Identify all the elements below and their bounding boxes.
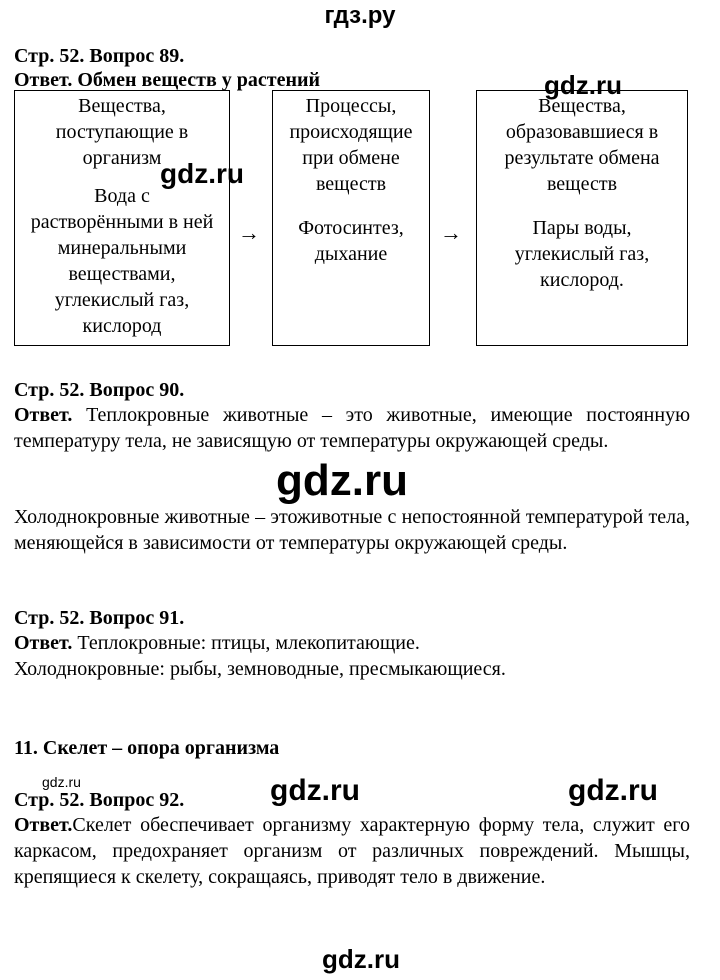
q92-title: Стр. 52. Вопрос 92. xyxy=(14,789,185,811)
box1-body xyxy=(15,183,229,339)
box2-head-line: веществ xyxy=(315,173,387,195)
box1-head-line: поступающие в xyxy=(55,121,189,143)
watermark-logo: gdz.ru xyxy=(160,158,244,189)
box2-body-line: дыхание xyxy=(314,243,388,265)
q90-paragraph-2 xyxy=(14,504,690,556)
box3-head xyxy=(477,93,687,197)
answer-label: Ответ. xyxy=(14,814,73,836)
watermark-logo: gdz.ru xyxy=(322,944,400,974)
watermark-logo: gdz.ru xyxy=(568,774,658,807)
watermark-logo: gdz.ru xyxy=(276,456,408,505)
box3-body-line: кислород. xyxy=(540,269,624,291)
box-output-substances xyxy=(476,90,688,346)
box3-body-line: Пары воды, xyxy=(532,217,632,239)
arrow-right-icon: → xyxy=(440,220,462,245)
box3-head-line: веществ xyxy=(546,173,618,195)
q91-line-1 xyxy=(14,630,690,656)
q90-title: Стр. 52. Вопрос 90. xyxy=(14,379,185,401)
box2-head-line: происходящие xyxy=(289,121,413,143)
box2-head-line: Процессы, xyxy=(305,95,397,117)
box1-body-line: кислород xyxy=(82,315,162,337)
box1-body-line: углекислый газ, xyxy=(54,289,190,311)
q91-text-1: Теплокровные: птицы, млекопитающие. xyxy=(77,632,420,654)
watermark-logo: gdz.ru xyxy=(544,70,622,100)
box1-body-line: Вода с xyxy=(94,185,150,207)
box3-body-line: углекислый газ, xyxy=(514,243,650,265)
box2-body xyxy=(273,215,429,267)
box3-head-line: Вещества, xyxy=(538,95,626,117)
box1-body-line: минеральными xyxy=(57,237,187,259)
box1-head-line: Вещества, xyxy=(78,95,166,117)
q90-paragraph-1 xyxy=(14,402,690,454)
q89-title: Стр. 52. Вопрос 89. xyxy=(14,45,185,67)
box1-head-line: организм xyxy=(82,147,162,169)
answer-label: Ответ. xyxy=(14,632,73,654)
q92-text: Скелет обеспечивает организму характерную форму тела, служит его каркасом, предохраняет организм от различных повреждений. Мышцы, крепящиеся к скелету, сокращаясь, приводят тело в движение. xyxy=(14,814,690,888)
q90-text-1: Теплокровные животные – это животные, имеющие постоянную температуру тела, не зависящую от температуры окружающей среды. xyxy=(14,404,691,452)
q91-line-2: Холоднокровные: рыбы, земноводные, пресмыкающиеся. xyxy=(14,658,506,680)
box-input-substances xyxy=(14,90,230,346)
q90-text-2: Холоднокровные животные – этоживотные с непостоянной температурой тела, меняющейся в зависимости от температуры окружающей среды. xyxy=(14,506,690,554)
site-header: гдз.ру xyxy=(324,2,396,29)
answer-label: Ответ. xyxy=(14,404,73,426)
section-11-title: 11. Скелет – опора организма xyxy=(14,737,280,759)
q92-paragraph xyxy=(14,812,690,890)
watermark-logo: gdz.ru xyxy=(270,774,360,807)
q91-title: Стр. 52. Вопрос 91. xyxy=(14,607,185,629)
box1-body-line: веществами, xyxy=(68,263,176,285)
q89-answer-title: Ответ. Обмен веществ у растений xyxy=(14,69,321,91)
box2-body-line: Фотосинтез, xyxy=(298,217,404,239)
box3-body xyxy=(477,215,687,293)
box3-head-line: образовавшиеся в xyxy=(505,121,659,143)
box-processes xyxy=(272,90,430,346)
watermark-logo: gdz.ru xyxy=(42,774,81,790)
box2-head xyxy=(273,93,429,197)
box1-body-line: растворёнными в ней xyxy=(30,211,214,233)
box2-head-line: при обмене xyxy=(302,147,400,169)
box3-head-line: результате обмена xyxy=(504,147,660,169)
arrow-right-icon: → xyxy=(238,220,260,245)
